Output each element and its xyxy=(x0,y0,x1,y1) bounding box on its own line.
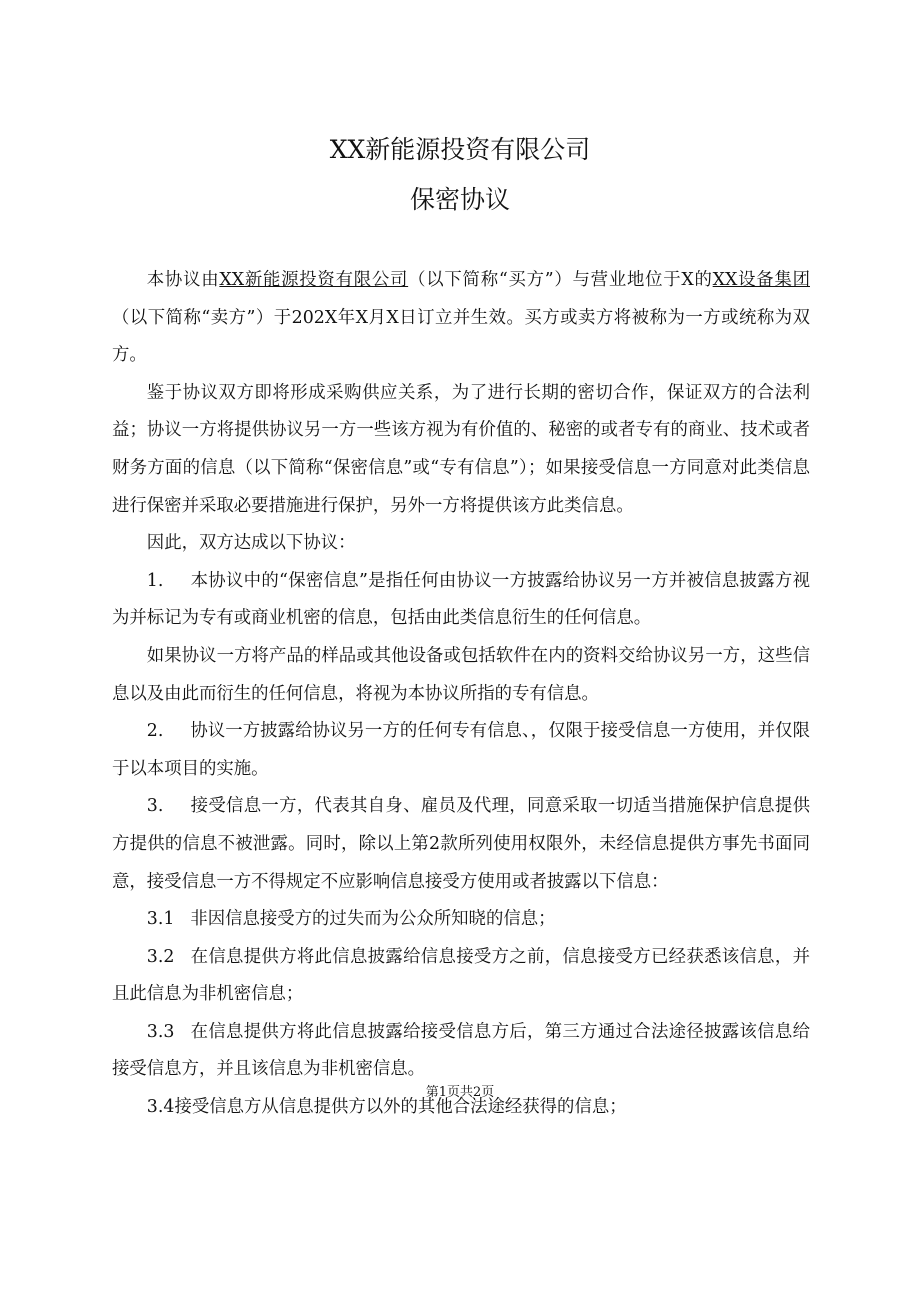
buyer-name: XX新能源投资有限公司 xyxy=(219,270,409,290)
clause-3-3 xyxy=(112,1014,810,1089)
intro-text-a: 本协议由 xyxy=(146,270,220,290)
clause-3-3-text: 在信息提供方将此信息披露给接受信息方后，第三方通过合法途径披露该信息给接受信息方，并且该信息为非机密信息。 xyxy=(112,1021,810,1080)
clause-1-extra: 如果协议一方将产品的样品或其他设备或包括软件在内的资料交给协议另一方，这些信息以及由此而衍生的任何信息，将视为本协议所指的专有信息。 xyxy=(112,645,810,704)
clause-2 xyxy=(112,713,810,788)
clause-3-2 xyxy=(112,939,810,1014)
clause-3-3-number: 3.3 xyxy=(146,1021,175,1042)
clause-3 xyxy=(112,788,810,901)
intro-text-b: （以下简称“买方”）与营业地位于X的 xyxy=(408,270,713,290)
document-title: 保密协议 xyxy=(409,185,510,214)
page-number: 第1页共2页 xyxy=(425,1085,495,1100)
clause-1-text: 本协议中的“保密信息”是指任何由协议一方披露给协议另一方并被信息披露方视为并标记为专有或商业机密的信息，包括由此类信息衍生的任何信息。 xyxy=(112,570,810,629)
clause-3-1-text: 非因信息接受方的过失而为公众所知晓的信息； xyxy=(190,909,556,930)
document-body xyxy=(112,262,810,1127)
clause-2-text: 协议一方披露给协议另一方的任何专有信息、，仅限于接受信息一方使用，并仅限于以本项目的实施。 xyxy=(112,721,810,779)
seller-name: XX设备集团 xyxy=(712,270,810,290)
clause-1-number: 1. xyxy=(146,570,164,591)
clause-3-number: 3. xyxy=(146,796,164,817)
intro-paragraph-agreement: 因此，双方达成以下协议： xyxy=(146,533,356,554)
clause-1 xyxy=(112,563,810,638)
intro-paragraph-recital: 鉴于协议双方即将形成采购供应关系，为了进行长期的密切合作，保证双方的合法利益；协议一方将提供协议另一方一些该方视为有价值的、秘密的或者专有的商业、技术或者财务方面的信息（以下简称“保密信息”或“专有信息”）；如果接受信息一方同意对此类信息进行保密并采取必要措施进行保护，另外一方将提供该方此类信息。 xyxy=(112,382,810,516)
clause-3-1-number: 3.1 xyxy=(146,909,175,930)
clause-3-1 xyxy=(112,901,810,939)
clause-3-text: 接受信息一方，代表其自身、雇员及代理，同意采取一切适当措施保护信息提供方提供的信息不被泄露。同时，除以上第2款所列使用权限外，未经信息提供方事先书面同意，接受信息一方不得规定不应影响信息接受方使用或者披露以下信息： xyxy=(112,796,810,892)
clause-3-4: 3.4接受信息方从信息提供方以外的其他合法途经获得的信息； xyxy=(146,1097,627,1118)
intro-paragraph-parties xyxy=(112,262,810,375)
clause-3-2-text: 在信息提供方将此信息披露给信息接受方之前，信息接受方已经获悉该信息，并且此信息为非机密信息； xyxy=(112,946,810,1005)
clause-2-number: 2. xyxy=(146,721,164,742)
intro-text-c: （以下简称“卖方”）于202X年X月X日订立并生效。买方或卖方将被称为一方或统称为双方。 xyxy=(112,307,810,366)
clause-3-2-number: 3.2 xyxy=(146,946,175,967)
company-title: XX新能源投资有限公司 xyxy=(329,135,591,164)
